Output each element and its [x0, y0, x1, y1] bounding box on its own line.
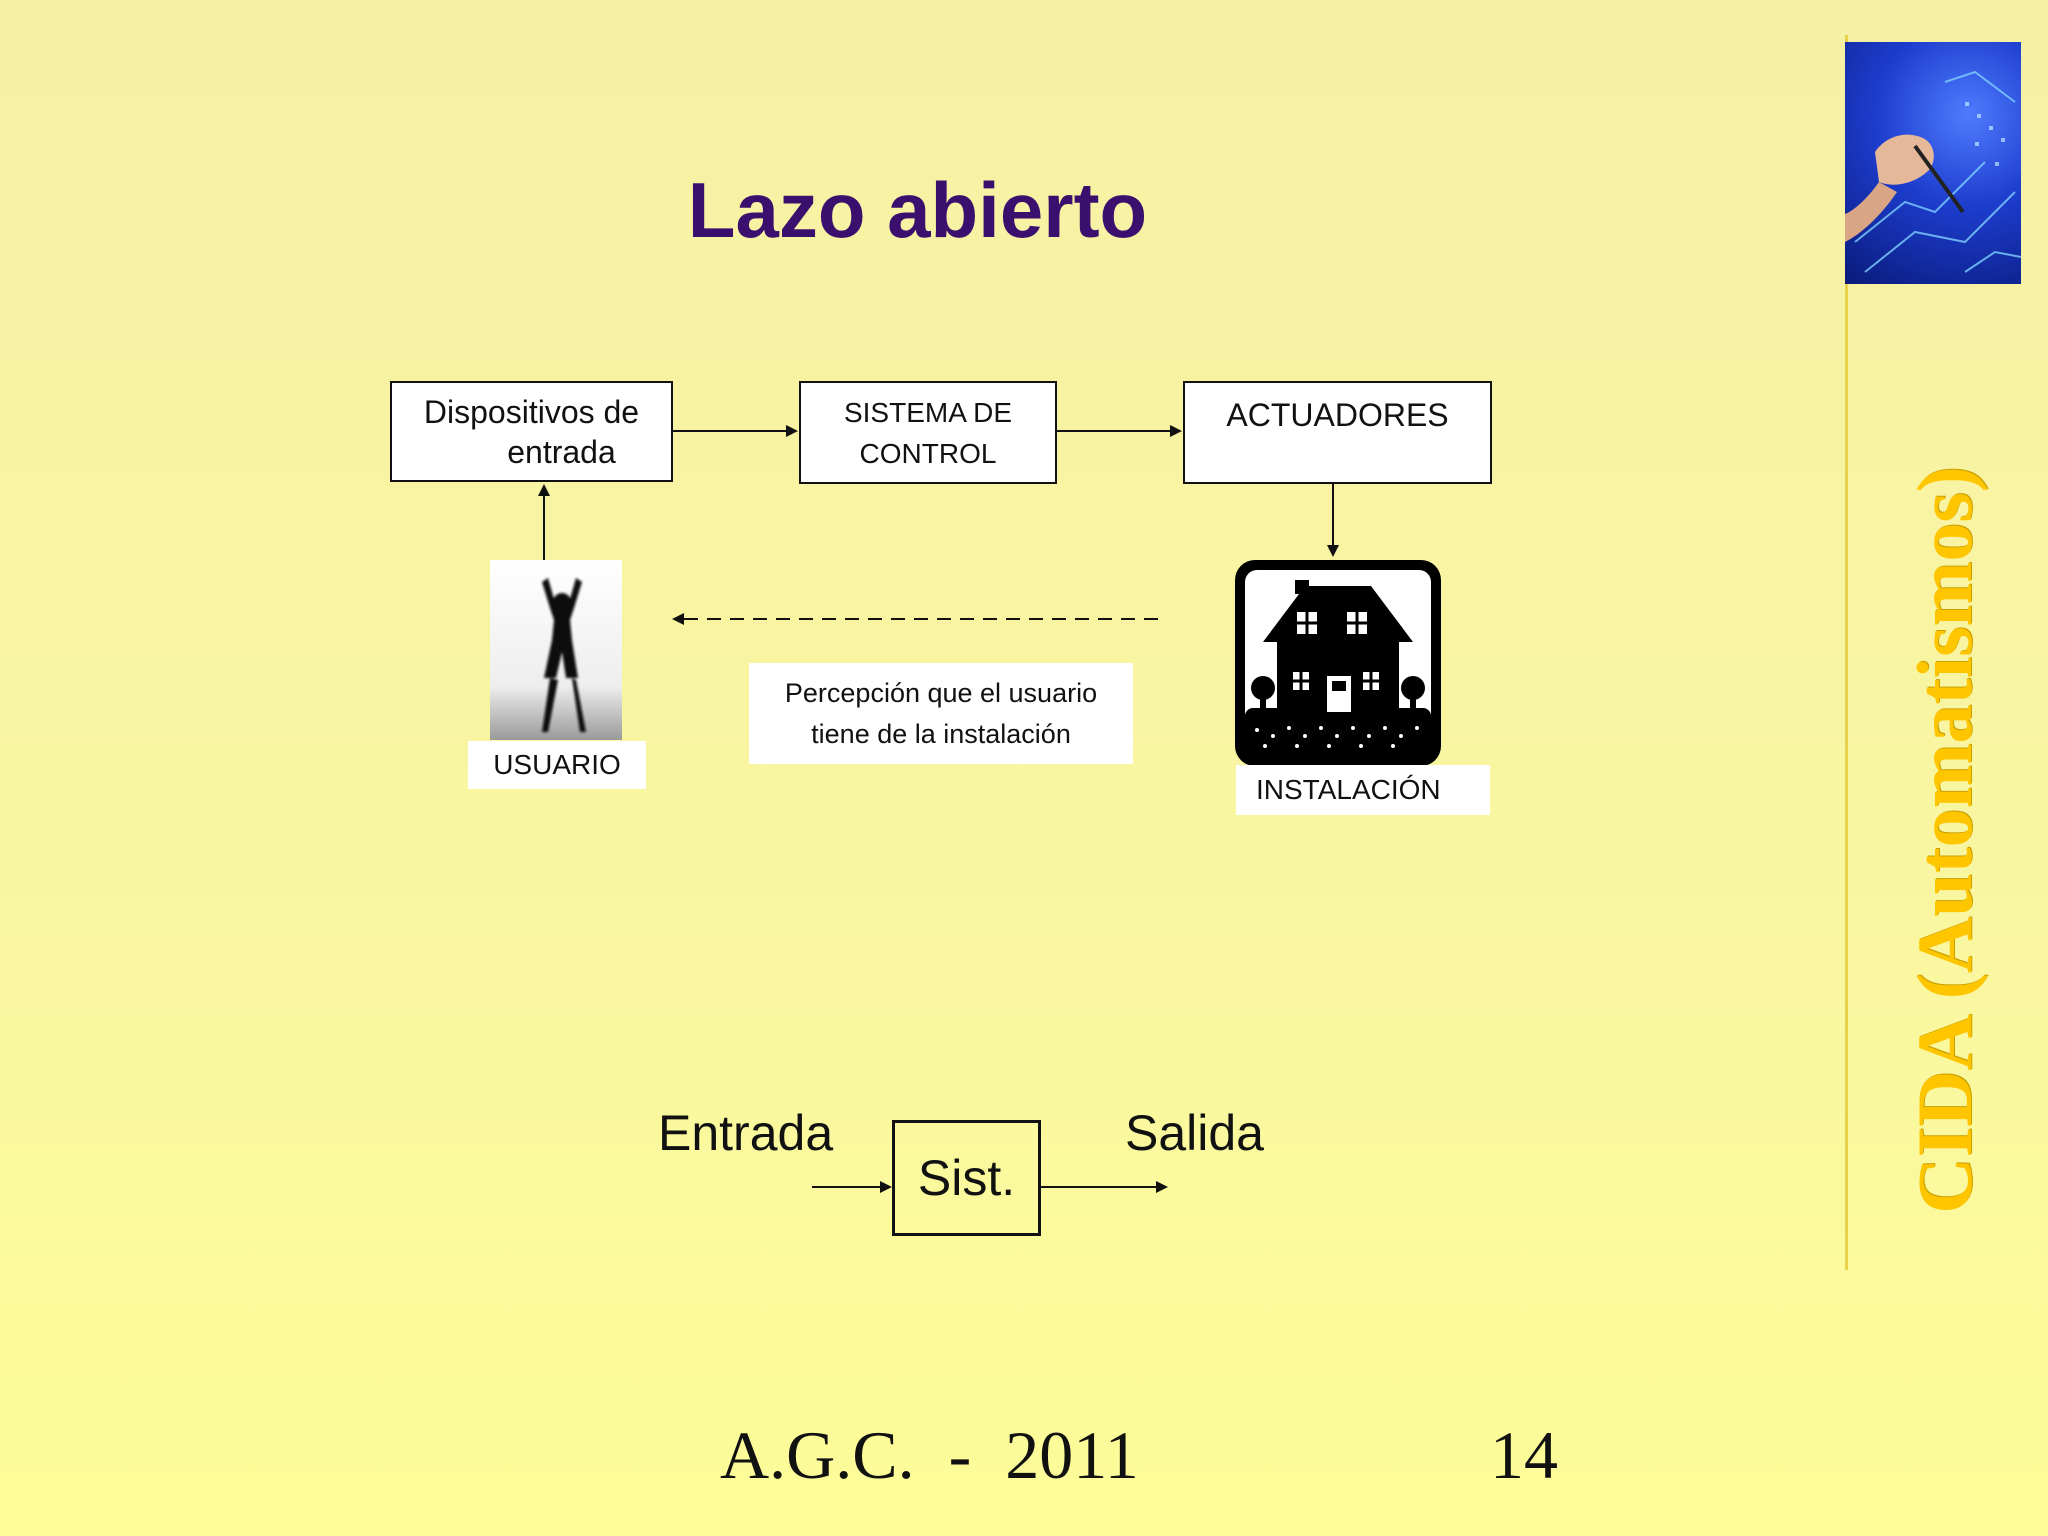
hand-pen-icon — [1845, 42, 2021, 284]
actuators-label: ACTUADORES — [1226, 397, 1449, 433]
perception-label-line-1: Percepción que el usuario — [784, 677, 1098, 708]
simple-output-label: Salida — [1125, 1105, 1264, 1161]
slide-title: Lazo abierto — [687, 166, 1148, 254]
control-system-label-2: CONTROL — [859, 437, 997, 469]
installation-house-image — [1235, 560, 1441, 766]
control-system-label-1: SISTEMA DE — [843, 396, 1013, 428]
house-icon — [1235, 560, 1441, 766]
user-label: USUARIO — [468, 741, 646, 789]
sidebar-vertical-title: CIDA (Automatismos) — [1901, 466, 1988, 1214]
simple-system-label: Sist. — [917, 1150, 1016, 1206]
input-devices-label-1: Dispositivos de — [423, 393, 640, 430]
simple-system-box — [892, 1120, 1041, 1236]
control-system-box — [799, 381, 1057, 484]
perception-label — [749, 663, 1133, 764]
actuators-box — [1183, 381, 1492, 484]
user-silhouette-image — [490, 560, 622, 740]
simple-input-label: Entrada — [658, 1105, 834, 1161]
perception-label-line-2: tiene de la instalación — [811, 718, 1071, 749]
input-devices-box — [390, 381, 673, 482]
corner-hand-circuit-image — [1845, 42, 2021, 284]
footer-author-year: A.G.C. - 2011 — [720, 1417, 1139, 1493]
installation-label: INSTALACIÓN — [1236, 765, 1490, 815]
footer-page-number: 14 — [1490, 1417, 1558, 1493]
input-devices-label-2: entrada — [507, 433, 616, 470]
person-arms-up-icon — [490, 560, 622, 740]
